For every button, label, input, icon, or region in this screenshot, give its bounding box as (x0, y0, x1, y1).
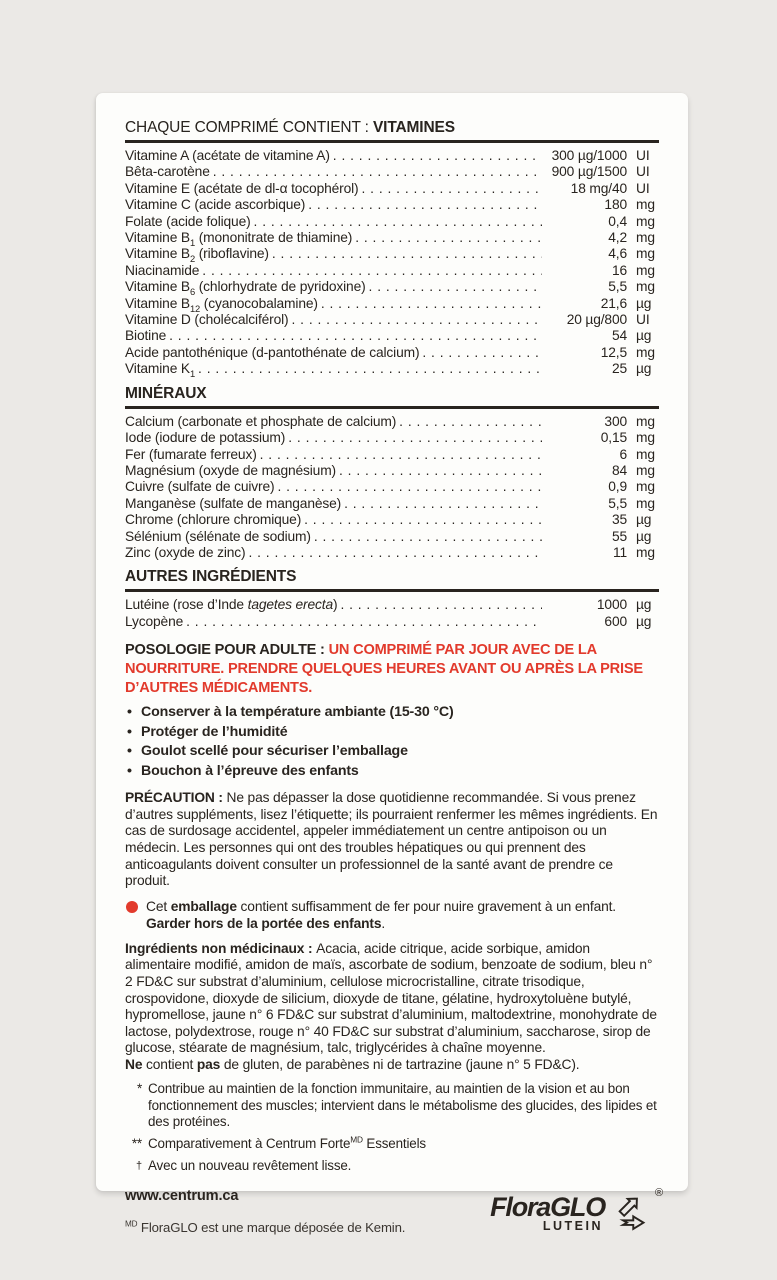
text-segment: Chrome (chlorure chromique) (125, 512, 302, 528)
non-medicinal-text (125, 941, 657, 1056)
ingredient-unit: mg (636, 197, 655, 213)
text-segment: Cuivre (sulfate de cuivre) (125, 479, 275, 495)
bullet-text: Goulot scellé pour sécuriser l’emballage (141, 743, 408, 760)
text-segment: (cyanocobalamine) (200, 295, 318, 311)
footnote (125, 1136, 659, 1152)
text-segment: Biotine (125, 328, 167, 344)
ingredient-value: 300 µg/1000 (551, 148, 627, 163)
text-segment: contient suffisamment de fer pour nuire gravement à un enfant. (236, 898, 616, 914)
ingredient-value: 1000 (596, 597, 627, 613)
text-segment: Magnésium (oxyde de magnésium) (125, 462, 336, 478)
text-segment: Acide pantothénique (d-pantothénate de calcium) (125, 344, 420, 360)
precaution-paragraph (125, 790, 659, 890)
text-segment: 6 (189, 287, 196, 297)
text-segment: MD (125, 1220, 138, 1230)
list-item (125, 742, 659, 762)
ingredient-row (125, 361, 659, 380)
bullet-icon: • (127, 743, 132, 760)
ingredient-unit: mg (636, 262, 655, 278)
ingredient-name (125, 214, 251, 230)
text-segment: de gluten, de parabènes ni de tartrazine (jaune n° 5 FD&C). (220, 1056, 580, 1072)
text-segment: Essentiels (362, 1136, 426, 1152)
bullet-text: Bouchon à l’épreuve des enfants (141, 762, 359, 779)
dot-leader (340, 597, 542, 613)
text-segment: Vitamine E (acétate de dl-α tocophérol) (125, 180, 359, 196)
ingredient-name (125, 164, 210, 180)
floraglo-lutein-label: LUTEIN (542, 1219, 603, 1234)
footnote-marker: † (136, 1160, 142, 1173)
dot-leader (213, 164, 542, 180)
ingredient-row (125, 414, 659, 430)
ingredient-value: 25 (611, 361, 627, 377)
text-segment: Vitamine A (acétate de vitamine A) (125, 148, 330, 163)
ingredient-unit: mg (636, 413, 655, 429)
text-segment: Calcium (carbonate et phosphate de calcium) (125, 413, 397, 429)
text-segment: (riboflavine) (195, 246, 269, 262)
ingredient-value: 6 (619, 446, 627, 462)
text-segment: Vitamine C (acide ascorbique) (125, 197, 306, 213)
ingredient-name (125, 197, 305, 213)
ingredient-name (125, 545, 245, 561)
ingredient-unit: UI (636, 164, 650, 180)
ingredient-unit: mg (636, 230, 655, 246)
ingredient-value: 35 (611, 512, 627, 528)
ingredient-unit: UI (636, 148, 650, 163)
ingredient-name (125, 296, 318, 312)
ingredient-value: 300 (604, 413, 627, 429)
iron-warning-text (146, 898, 616, 932)
ingredient-name (125, 312, 288, 328)
ingredient-value: 0,15 (600, 430, 627, 446)
ingredient-unit: UI (636, 180, 650, 196)
ingredient-name (125, 614, 183, 630)
text-segment: Garder hors de la portée des enfants (146, 915, 382, 931)
gluten-statement (125, 1057, 579, 1072)
ingredient-name (125, 463, 336, 479)
ingredient-row (125, 447, 659, 463)
ingredient-value: 55 (611, 528, 627, 544)
ingredient-name (125, 496, 341, 512)
text-segment: Lutéine (rose d’Inde (125, 597, 248, 613)
vitamins-section-header (125, 119, 659, 143)
ingredient-unit: µg (636, 361, 652, 377)
ingredient-value: 84 (611, 462, 627, 478)
text-segment: 1 (189, 237, 196, 248)
dot-leader (291, 312, 542, 328)
ingredient-name (125, 447, 257, 463)
text-segment: . (381, 915, 386, 931)
text-segment: Vitamine B (125, 295, 190, 311)
dot-leader (339, 463, 542, 479)
footnote-text (148, 1158, 659, 1174)
dot-leader (422, 345, 542, 361)
text-segment: Fer (fumarate ferreux) (125, 446, 257, 462)
ingredient-name (125, 414, 396, 430)
dot-leader (288, 430, 542, 446)
text-segment: Contribue au maintien de la fonction immunitaire, au maintien de la vision et au bon fonctionnement des muscles; intervient dans le métabolisme des glucides, des lipides et des protéines. (148, 1081, 657, 1129)
footnote (125, 1158, 659, 1174)
bottom-row (125, 1187, 663, 1236)
ingredient-value: 4,6 (608, 246, 627, 262)
dot-leader (169, 328, 542, 344)
red-dot-icon (126, 901, 138, 913)
ingredient-row (125, 512, 659, 528)
dot-leader (344, 496, 542, 512)
dot-leader (260, 447, 542, 463)
ingredient-unit: mg (636, 462, 655, 478)
text-segment: MD (350, 1134, 363, 1145)
text-segment: POSOLOGIE POUR ADULTE : (125, 642, 329, 659)
dot-leader (308, 197, 542, 213)
text-segment: Acacia, acide citrique, acide sorbique, amidon alimentaire modifié, amidon de maïs, ascorbate de sodium, benzoate de sodium, bleu n° 2 FD&C sur substrat d’aluminium, cellulose microcristalline, citrate trisodique, crospovidone, dioxyde de silicium, dioxyde de titane, gélatine, hydroxytoluène butylé, hypromellose, jaune n° 6 FD&C sur substrat d’aluminium, maltodextrine, monohydrate de lactose, polydextrose, rouge n° 40 FD&C sur substrat d’aluminium, saccharose, sirop de glucose, stéarate de magnésium, talc, triglycérides à chaîne moyenne. (125, 940, 657, 1056)
ingredient-name (125, 246, 269, 265)
ingredient-row (125, 296, 659, 312)
ingredient-row (125, 197, 659, 213)
ingredient-unit: µg (636, 512, 652, 528)
ingredient-unit: mg (636, 446, 655, 462)
ingredient-row (125, 328, 659, 344)
text-segment: Bêta-carotène (125, 164, 210, 180)
bullet-text: Conserver à la température ambiante (15-30 °C) (141, 704, 454, 721)
ingredient-unit: µg (636, 613, 652, 629)
ingredient-value: 5,5 (608, 279, 627, 295)
dot-leader (369, 279, 542, 295)
ingredient-unit: mg (636, 213, 655, 229)
bullet-icon: • (127, 762, 132, 779)
text-segment: Vitamine B (125, 230, 190, 246)
bottom-left (125, 1188, 405, 1235)
ingredient-value: 4,2 (608, 230, 627, 246)
text-segment: Avec un nouveau revêtement lisse. (148, 1158, 352, 1174)
text-segment: Comparativement à Centrum Forte (148, 1136, 351, 1152)
ingredient-value: 11 (612, 544, 627, 560)
dot-leader (186, 614, 542, 630)
ingredient-unit: UI (636, 312, 650, 328)
ingredient-name (125, 361, 196, 380)
ingredient-name (125, 263, 199, 279)
text-segment: 1 (189, 369, 196, 380)
ingredient-row (125, 246, 659, 265)
text-segment: Sélénium (sélénate de sodium) (125, 528, 311, 544)
ingredient-unit: µg (636, 528, 652, 544)
text-segment: Vitamine B (125, 246, 190, 262)
bullet-text: Protéger de l’humidité (141, 723, 288, 740)
ingredient-row (125, 479, 659, 495)
registered-mark: ® (655, 1187, 663, 1200)
ingredient-row (125, 597, 659, 613)
dot-leader (361, 181, 542, 197)
ingredient-row (125, 181, 659, 197)
non-medicinal-paragraph (125, 941, 659, 1074)
ingredient-unit: mg (636, 430, 655, 446)
text-segment: Folate (acide folique) (125, 213, 251, 229)
ingredient-name (125, 597, 337, 613)
dot-leader (248, 545, 542, 561)
text-segment: Cet (146, 898, 171, 914)
dot-leader (321, 296, 542, 312)
ingredient-value: 900 µg/1500 (551, 164, 627, 180)
text-segment: pas (196, 1056, 221, 1072)
footnote-text (148, 1136, 659, 1152)
ingredient-value: 600 (604, 613, 627, 629)
ingredient-name (125, 430, 285, 446)
list-item (125, 723, 659, 743)
text-segment: Ne (125, 1056, 143, 1072)
text-segment: ) (332, 597, 338, 613)
bullet-icon: • (127, 723, 132, 740)
ingredient-value: 0,9 (608, 479, 627, 495)
list-item (125, 762, 659, 782)
ingredient-name (125, 345, 419, 361)
ingredient-row (125, 263, 659, 279)
footnotes (125, 1081, 659, 1174)
text-segment: (mononitrate de thiamine) (195, 230, 353, 246)
ingredient-name (125, 148, 330, 164)
ingredient-value: 20 µg/800 (566, 312, 627, 328)
ingredient-row (125, 148, 659, 164)
ingredient-value: 16 (611, 262, 627, 278)
dosage-statement (125, 641, 659, 698)
ingredient-name (125, 529, 311, 545)
others-section-header: AUTRES INGRÉDIENTS (125, 568, 659, 592)
ingredient-name (125, 479, 274, 495)
floraglo-wordmark: FloraGLO (490, 1192, 605, 1223)
vitamins-table (125, 148, 659, 378)
minerals-table (125, 414, 659, 562)
ingredient-name (125, 328, 166, 344)
ingredient-row (125, 345, 659, 361)
dot-leader (254, 214, 542, 230)
dot-leader (304, 512, 542, 528)
ingredient-unit: mg (636, 479, 655, 495)
dot-leader (272, 246, 542, 262)
ingredient-name (125, 181, 358, 197)
text-segment: PRÉCAUTION : (125, 790, 227, 806)
ingredient-value: 54 (611, 328, 627, 344)
trademark-notice (125, 1220, 405, 1235)
text-segment: Lycopène (125, 613, 184, 629)
storage-instructions-list (125, 703, 659, 781)
ingredient-unit: µg (636, 597, 652, 613)
ingredient-unit: mg (636, 544, 655, 560)
ingredient-row (125, 279, 659, 295)
ingredient-value: 180 (604, 197, 627, 213)
text-segment: tagetes erecta (247, 597, 333, 613)
bullet-icon: • (127, 704, 132, 721)
label-panel (96, 93, 688, 1236)
ingredient-row (125, 430, 659, 446)
text-segment: Niacinamide (125, 262, 200, 278)
text-segment: Vitamine K (125, 361, 190, 377)
footnote-marker: ** (131, 1136, 142, 1152)
iron-warning-line2 (146, 916, 385, 931)
dot-leader (333, 148, 542, 164)
text-segment: Ne pas dépasser la dose quotidienne recommandée. Si vous prenez d’autres suppléments, lisez l’étiquette; ils pourraient renfermer les mêmes ingrédients. En cas de surdosage accidentel, appeler immédiatement un centre antipoison ou un médecin. Les personnes qui ont des troubles hépatiques ou qui prennent des anticoagulants doivent consulter un professionnel de la santé avant de prendre ce produit. (125, 790, 658, 889)
other-ingredients-table (125, 597, 659, 630)
ingredient-name (125, 279, 366, 295)
floraglo-arrow-icon (609, 1192, 653, 1234)
text-segment: Vitamine B (125, 279, 190, 295)
text-segment: Ingrédients non médicinaux : (125, 940, 317, 956)
text-segment: FloraGLO est une marque déposée de Kemin. (137, 1220, 406, 1236)
ingredient-unit: mg (636, 279, 655, 295)
footnote-text (148, 1081, 659, 1130)
text-segment: contient (142, 1056, 197, 1072)
text-segment: UN COMPRIMÉ PAR JOUR AVEC DE LA NOURRITURE. PRENDRE QUELQUES HEURES AVANT OU APRÈS LA PRISE D’AUTRES MÉDICAMENTS. (125, 642, 643, 697)
ingredient-name (125, 230, 352, 246)
ingredient-row (125, 463, 659, 479)
dot-leader (314, 529, 542, 545)
text-segment: Iode (iodure de potassium) (125, 430, 286, 446)
ingredient-row (125, 230, 659, 246)
section-header-prefix: CHAQUE COMPRIMÉ CONTIENT : (125, 119, 373, 136)
ingredient-value: 12,5 (600, 344, 627, 360)
ingredient-unit: µg (636, 295, 652, 311)
floraglo-logo (490, 1187, 663, 1234)
text-segment: Zinc (oxyde de zinc) (125, 544, 246, 560)
dot-leader (198, 361, 542, 377)
ingredient-value: 5,5 (608, 495, 627, 511)
ingredient-row (125, 529, 659, 545)
ingredient-value: 18 mg/40 (570, 180, 627, 196)
minerals-section-header: MINÉRAUX (125, 385, 659, 409)
ingredient-row (125, 614, 659, 630)
ingredient-unit: mg (636, 495, 655, 511)
text-segment: (chlorhydrate de pyridoxine) (195, 279, 366, 295)
ingredient-unit: mg (636, 246, 655, 262)
website-url: www.centrum.ca (125, 1188, 239, 1205)
text-segment: emballage (170, 898, 237, 914)
iron-warning (125, 898, 659, 932)
text-segment: 12 (189, 303, 201, 314)
ingredient-row (125, 164, 659, 180)
ingredient-unit: µg (636, 328, 652, 344)
dot-leader (202, 263, 542, 279)
ingredient-unit: mg (636, 344, 655, 360)
dot-leader (399, 414, 542, 430)
ingredient-row (125, 545, 659, 561)
footnote-marker: * (136, 1081, 142, 1097)
list-item (125, 703, 659, 723)
text-segment: Manganèse (sulfate de manganèse) (125, 495, 342, 511)
ingredient-value: 0,4 (608, 213, 627, 229)
ingredient-value: 21,6 (600, 295, 627, 311)
text-segment: Vitamine D (cholécalciférol) (125, 312, 289, 328)
dot-leader (277, 479, 542, 495)
iron-warning-line1 (146, 899, 616, 914)
ingredient-row (125, 312, 659, 328)
ingredient-row (125, 496, 659, 512)
ingredient-row (125, 214, 659, 230)
ingredient-name (125, 512, 301, 528)
text-segment: 2 (189, 254, 196, 265)
dot-leader (355, 230, 542, 246)
section-header-highlight: VITAMINES (372, 119, 455, 136)
footnote (125, 1081, 659, 1130)
